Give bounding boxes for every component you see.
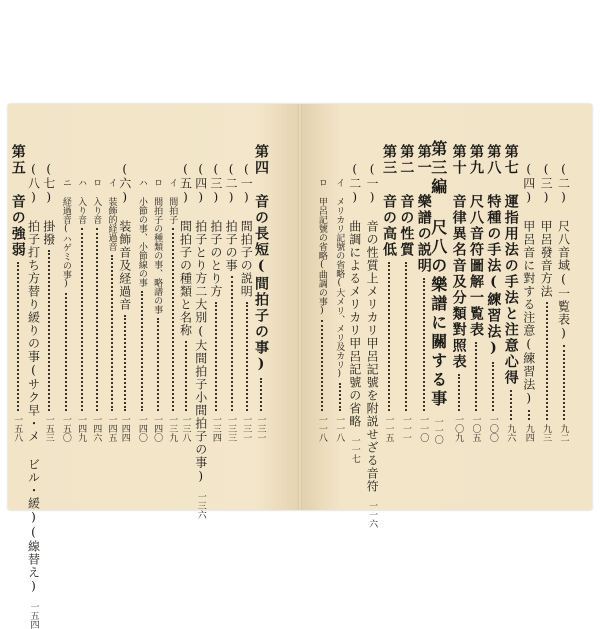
dot-leader (81, 228, 83, 411)
toc-page-number: 一三八 (180, 415, 191, 442)
toc-entry-title: ロ 入り音 (91, 178, 102, 224)
toc-page-number: 一一七 (349, 436, 360, 463)
toc-entry (415, 144, 433, 442)
toc-entry-title: 第四 音の長短(間拍子の事) (253, 144, 269, 374)
toc-entry (208, 162, 224, 442)
toc-entry-title: (二) 拍子の事 (224, 162, 239, 272)
open-book (8, 104, 592, 629)
dot-leader (563, 345, 565, 420)
toc-entry (334, 178, 346, 442)
toc-page-number: 一〇〇 (487, 415, 498, 442)
toc-entry (556, 162, 572, 442)
toc-page-number: 一一八 (316, 415, 327, 442)
toc-entry-title: (四) 甲呂音に對する注意(練習法) (521, 162, 536, 406)
dot-leader (546, 302, 548, 420)
toc-entry (316, 178, 328, 442)
toc-entry (539, 162, 555, 442)
toc-page-number: 一三四 (210, 415, 221, 442)
toc-page-number: 一五三 (43, 415, 54, 442)
toc-page-number: 一三一 (255, 415, 266, 442)
toc-entry (167, 178, 179, 442)
toc-entry-title: (五) 間拍子の種類と名称 (178, 162, 193, 337)
dot-leader (339, 383, 341, 411)
toc-page-number: 一三一 (241, 415, 252, 442)
right-page (300, 104, 592, 528)
toc-entry (117, 162, 133, 442)
toc-entry (467, 144, 485, 442)
toc-entry (521, 162, 537, 442)
toc-page-number: 九三 (541, 424, 552, 442)
dot-leader (111, 255, 113, 411)
toc-entry-title: 第八 特種の手法(練習法) (485, 144, 502, 358)
dot-leader (246, 302, 248, 411)
toc-entry-title: 第九 尺八音符圖解一覧表 (468, 144, 484, 338)
dot-leader (124, 315, 126, 411)
toc-entry (41, 162, 57, 442)
toc-entry-title: 第十 音律異名音及分類對照表 (450, 144, 467, 370)
toc-entry (106, 178, 118, 442)
toc-entry (502, 144, 520, 442)
toc-entry (136, 178, 148, 442)
toc-entry-title: (七) 掛撥 (41, 162, 56, 246)
dot-leader (423, 278, 425, 411)
toc-page-number: 一一一 (400, 415, 411, 442)
toc-page-number: 九六 (505, 424, 516, 442)
toc-entry-title: (三) 拍子のとり方 (208, 162, 223, 298)
left-page (8, 104, 300, 629)
dot-leader (185, 341, 187, 411)
toc-entry-title: ニ 経過音(ハゲミの事) (60, 178, 71, 289)
dot-leader (48, 250, 50, 411)
dot-leader (492, 362, 494, 411)
dot-leader (321, 320, 323, 411)
toc-entry-title: (二) 尺八音域(一覧表) (556, 162, 571, 341)
dot-leader (157, 318, 159, 411)
toc-entry (9, 144, 27, 442)
toc-entry (91, 178, 103, 442)
toc-entry-title: (一) 間拍子の説明 (239, 162, 254, 298)
toc-entry-title: ハ 入り音 (76, 178, 87, 224)
toc-page-number: 九四 (523, 424, 534, 442)
toc-page-number: 一四九 (76, 415, 87, 442)
toc-page-number: 一五八 (12, 415, 23, 442)
toc-entry (76, 178, 88, 442)
toc-entry (365, 162, 381, 528)
toc-entry-title: (二) 曲調によるメリカリ甲呂記號の省略 (347, 162, 362, 428)
toc-entry (380, 144, 398, 442)
dot-leader (17, 262, 19, 411)
toc-entry (224, 162, 240, 442)
toc-page-number: 一一〇 (432, 417, 443, 444)
toc-entry-title: 第三 音の高低 (381, 144, 397, 258)
toc-entry-title: (四) 拍子とり方二大別(大間拍子小間拍子の事) (193, 162, 208, 484)
toc-page-number: 一四〇 (152, 415, 163, 442)
toc-entry (484, 144, 502, 442)
dot-leader (475, 342, 477, 411)
toc-page-number: 一五〇 (60, 415, 71, 442)
toc-entry-title: ロ 甲呂記號の省略(曲調の事) (316, 178, 327, 316)
book-gutter (298, 104, 302, 510)
toc-page-number: 一三六 (195, 492, 206, 519)
toc-page-number: 一〇九 (453, 415, 464, 442)
toc-entry-title: 第七 運指用法の手法と注意心得 (502, 144, 519, 386)
dot-leader (231, 276, 233, 411)
dot-leader (172, 228, 174, 411)
dot-leader (260, 378, 262, 411)
toc-entry-title: 第一 樂譜の説明 (415, 144, 432, 274)
toc-page-number: 一〇五 (470, 415, 481, 442)
toc-entry-title: ロ 間拍子の種類の事、略譜の事 (152, 178, 163, 314)
toc-entry (60, 178, 72, 442)
dot-leader (528, 410, 530, 420)
toc-entry (450, 144, 468, 442)
toc-entry-title: 第二 音の性質 (398, 144, 415, 258)
toc-entry-title: イ 間拍子 (167, 178, 178, 224)
toc-page-number: 一三九 (167, 415, 178, 442)
toc-entry-title: (三) 甲呂發音方法 (539, 162, 554, 298)
toc-entry (193, 162, 209, 519)
toc-entry (178, 162, 194, 442)
toc-entry (152, 178, 164, 442)
toc-page-number: 一四六 (91, 415, 102, 442)
toc-entry (347, 162, 363, 463)
toc-page-number: 一一六 (367, 501, 378, 528)
toc-entry-title: ハ 小節の事、小節線の事 (136, 178, 147, 287)
dot-leader (215, 302, 217, 411)
toc-page-number: 一四四 (119, 415, 130, 442)
toc-entry (397, 144, 415, 442)
toc-entry (26, 162, 42, 629)
toc-entry (239, 162, 255, 442)
toc-entry-title: 第五 音の強弱 (9, 144, 26, 258)
toc-page-number: 一五四 (28, 602, 39, 629)
toc-entry-title: (一) 音の性質上メリカリ甲呂記號を附説せざる音符 (365, 162, 380, 493)
toc-entry-title: (六) 装飾音及経過音 (117, 162, 132, 311)
dot-leader (141, 291, 143, 411)
dot-leader (388, 262, 390, 411)
toc-page-number: 一一八 (334, 415, 345, 442)
dot-leader (96, 228, 98, 411)
toc-entry-title: (八) 拍子打ち方替り緩りの事(サク早・メ ビル・緩)(線替え) (26, 162, 41, 594)
toc-page-number: 一四五 (106, 415, 117, 442)
dot-leader (458, 374, 460, 411)
dot-leader (510, 390, 512, 420)
toc-entry-title: イ 装飾的経過音 (106, 178, 117, 251)
toc-page-number: 一四〇 (136, 415, 147, 442)
dot-leader (405, 262, 407, 411)
toc-page-number: 一一〇 (418, 415, 429, 442)
dot-leader (65, 293, 67, 411)
toc-page-number: 一一五 (383, 415, 394, 442)
toc-page-number: 九二 (558, 424, 569, 442)
toc-page-number: 一三三 (226, 415, 237, 442)
toc-entry-title: 第三編 尺八の樂譜に關する事 (428, 140, 448, 409)
toc-entry-title: イ メリカリ記號の省略(大メリ、メリ及カリ) (334, 178, 345, 379)
